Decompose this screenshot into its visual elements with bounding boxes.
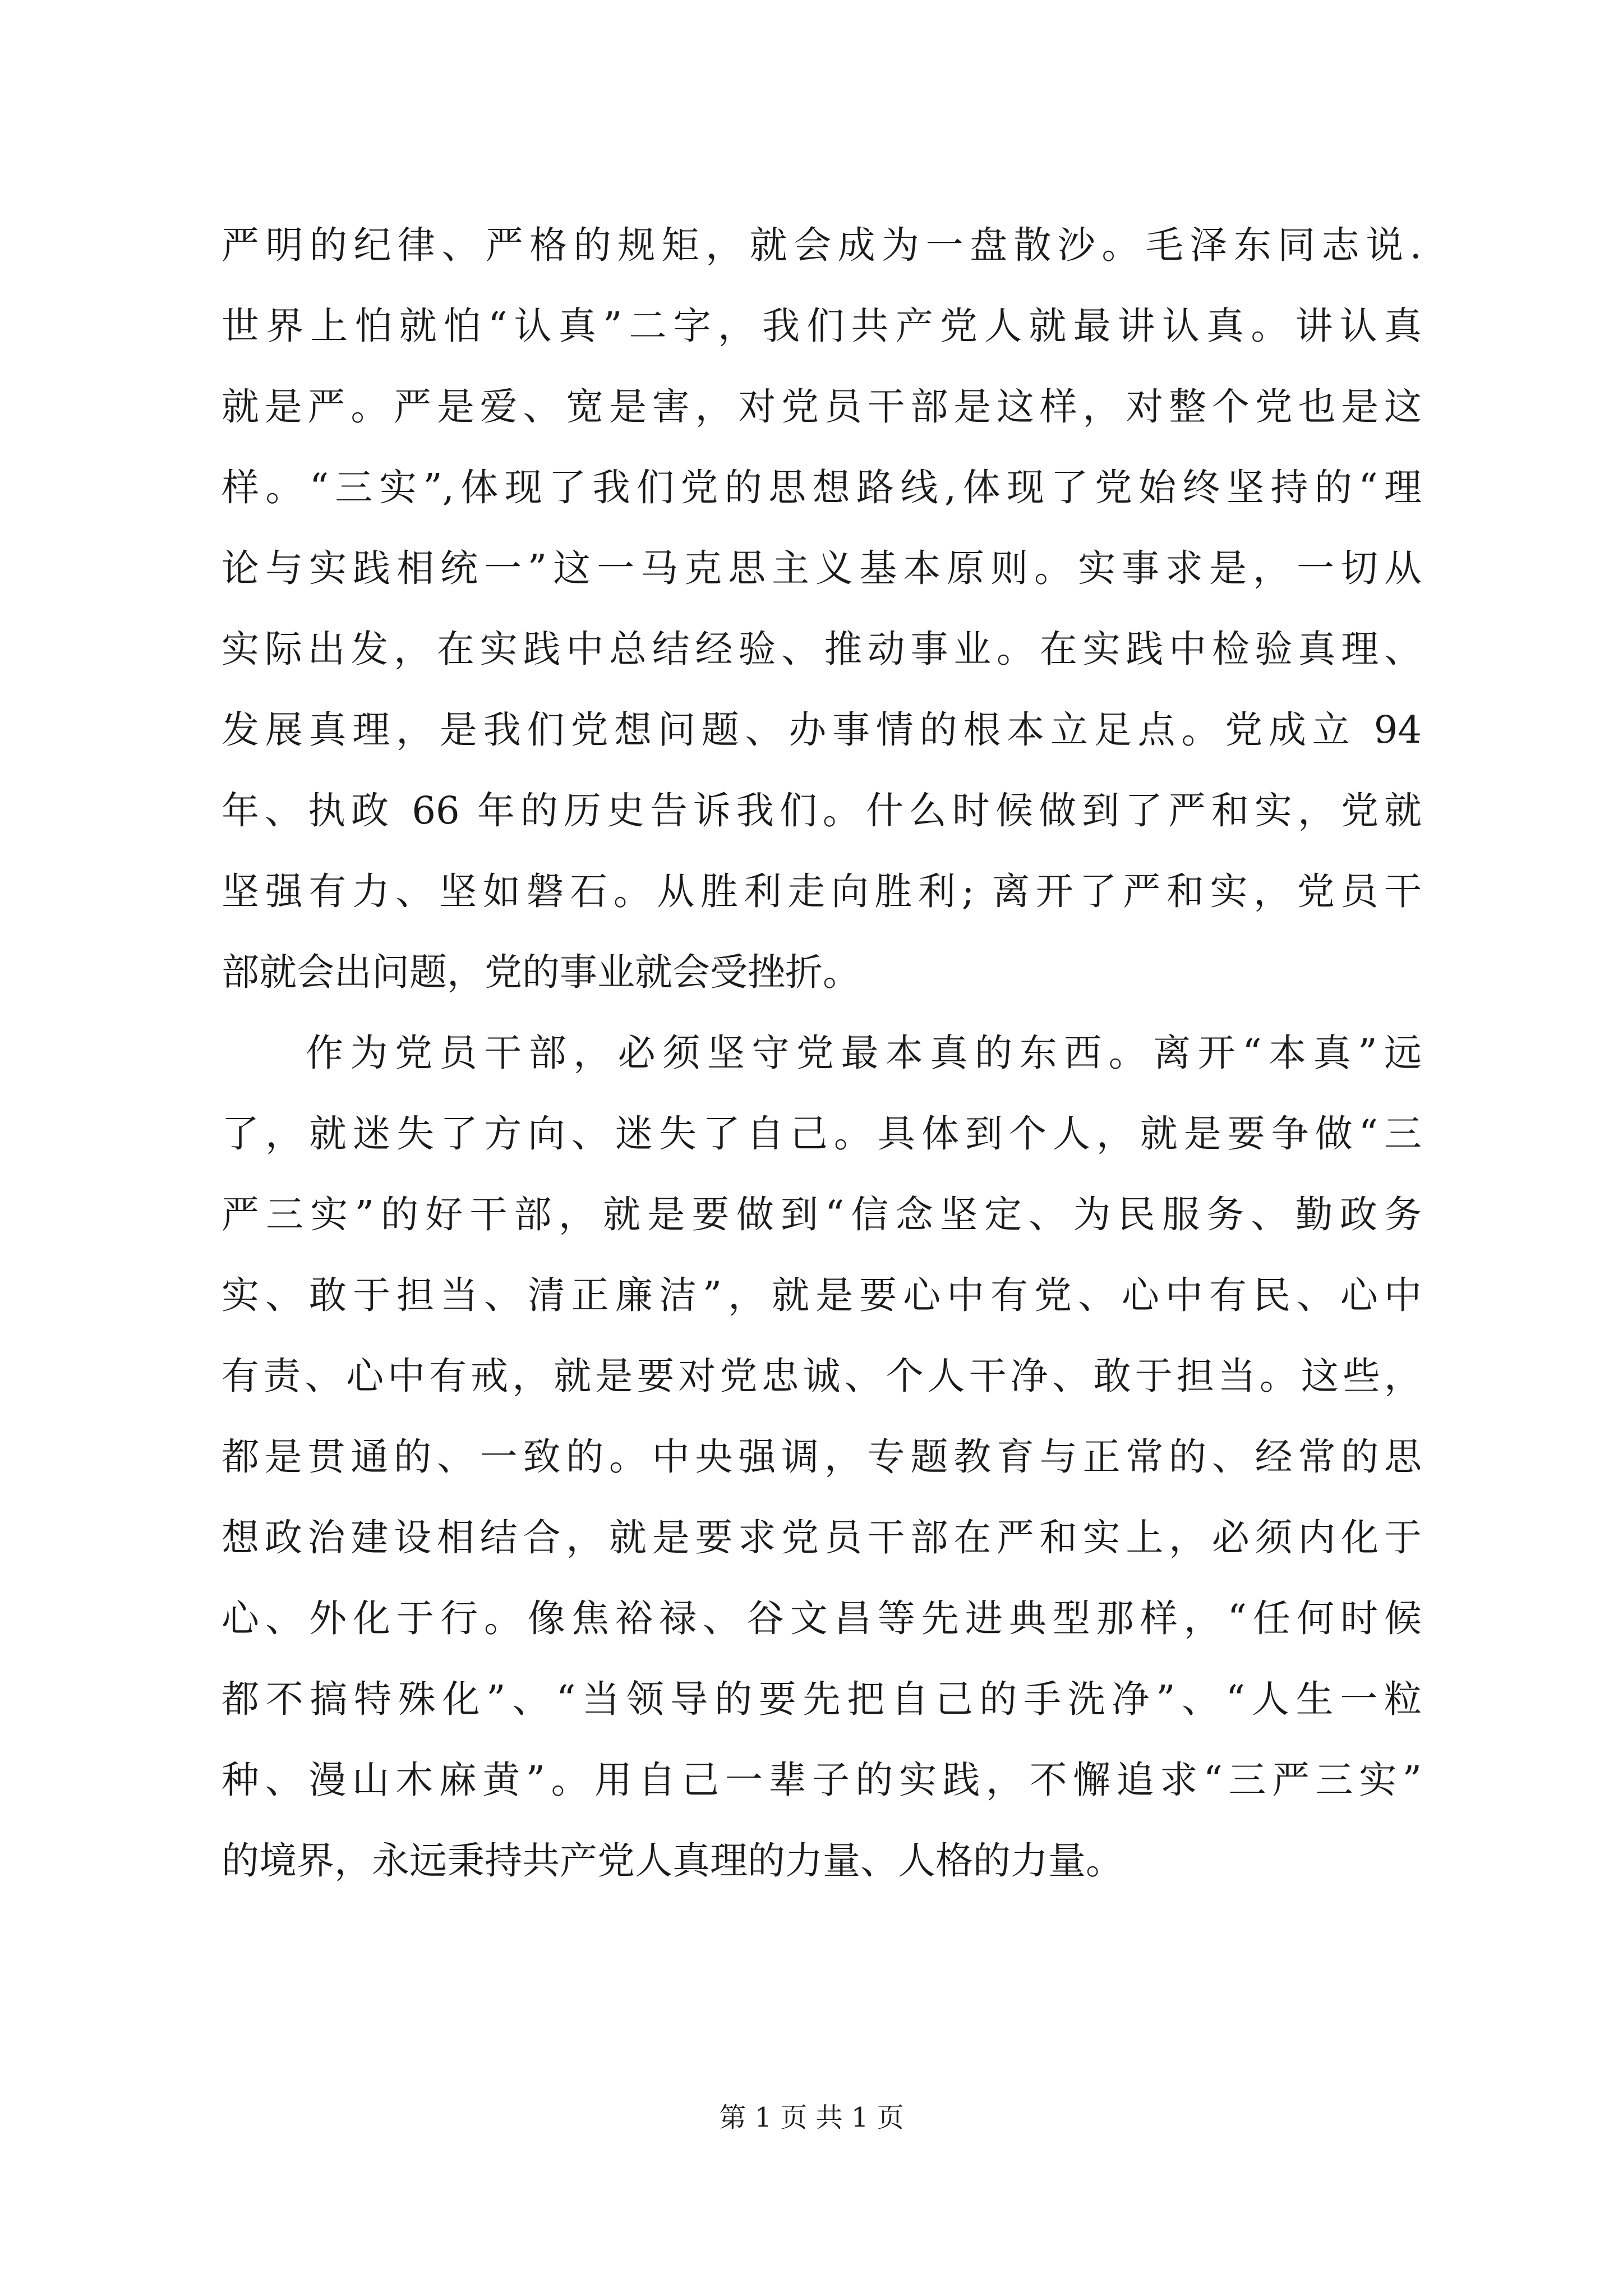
text-line: 实际出发，在实践中总结经验、推动事业。在实践中检验真理、: [222, 627, 1422, 671]
text-line: 发展真理，是我们党想问题、办事情的根本立足点。党成立 94: [222, 708, 1422, 752]
text-line: 部就会出问题，党的事业就会受挫折。: [222, 950, 860, 994]
text-line: 有责、心中有戒，就是要对党忠诚、个人干净、敢于担当。这些，: [222, 1354, 1422, 1398]
text-line: 都不搞特殊化”、“当领导的要先把自己的手洗净”、“人生一粒: [222, 1677, 1422, 1721]
text-line: 年、执政 66 年的历史告诉我们。什么时候做到了严和实，党就: [222, 789, 1422, 832]
text-line: 心、外化于行。像焦裕禄、谷文昌等先进典型那样，“任何时候: [222, 1596, 1422, 1640]
text-line: 都是贯通的、一致的。中央强调，专题教育与正常的、经常的思: [222, 1435, 1422, 1479]
text-line: 严明的纪律、严格的规矩，就会成为一盘散沙。毛泽东同志说.: [222, 223, 1422, 267]
page-footer: [0, 2101, 1623, 2134]
paragraph-2: [222, 1013, 1422, 1901]
text-line: 作为党员干部，必须坚守党最本真的东西。离开“本真”远: [306, 1031, 1422, 1075]
text-line: 严三实”的好干部，就是要做到“信念坚定、为民服务、勤政务: [222, 1193, 1422, 1236]
text-line: 世界上怕就怕“认真”二字，我们共产党人就最讲认真。讲认真: [222, 304, 1422, 348]
text-line: 论与实践相统一”这一马克思主义基本原则。实事求是，一切从: [222, 546, 1422, 590]
page-number: 第 1 页 共 1 页: [719, 2102, 904, 2133]
text-line: 种、漫山木麻黄”。用自己一辈子的实践，不懈追求“三严三实”: [222, 1758, 1422, 1802]
text-line: 了，就迷失了方向、迷失了自己。具体到个人，就是要争做“三: [222, 1112, 1422, 1156]
text-line: 想政治建设相结合，就是要求党员干部在严和实上，必须内化于: [222, 1516, 1422, 1559]
text-line: 实、敢于担当、清正廉洁”，就是要心中有党、心中有民、心中: [222, 1273, 1422, 1317]
text-line: 就是严。严是爱、宽是害，对党员干部是这样，对整个党也是这: [222, 385, 1422, 429]
text-line: 坚强有力、坚如磐石。从胜利走向胜利; 离开了严和实，党员干: [222, 869, 1422, 913]
document-body: [222, 205, 1422, 1901]
paragraph-1: [222, 205, 1422, 1013]
text-line: 样。“三实”,体现了我们党的思想路线,体现了党始终坚持的“理: [222, 466, 1422, 509]
text-line: 的境界，永远秉持共产党人真理的力量、人格的力量。: [222, 1839, 1123, 1883]
